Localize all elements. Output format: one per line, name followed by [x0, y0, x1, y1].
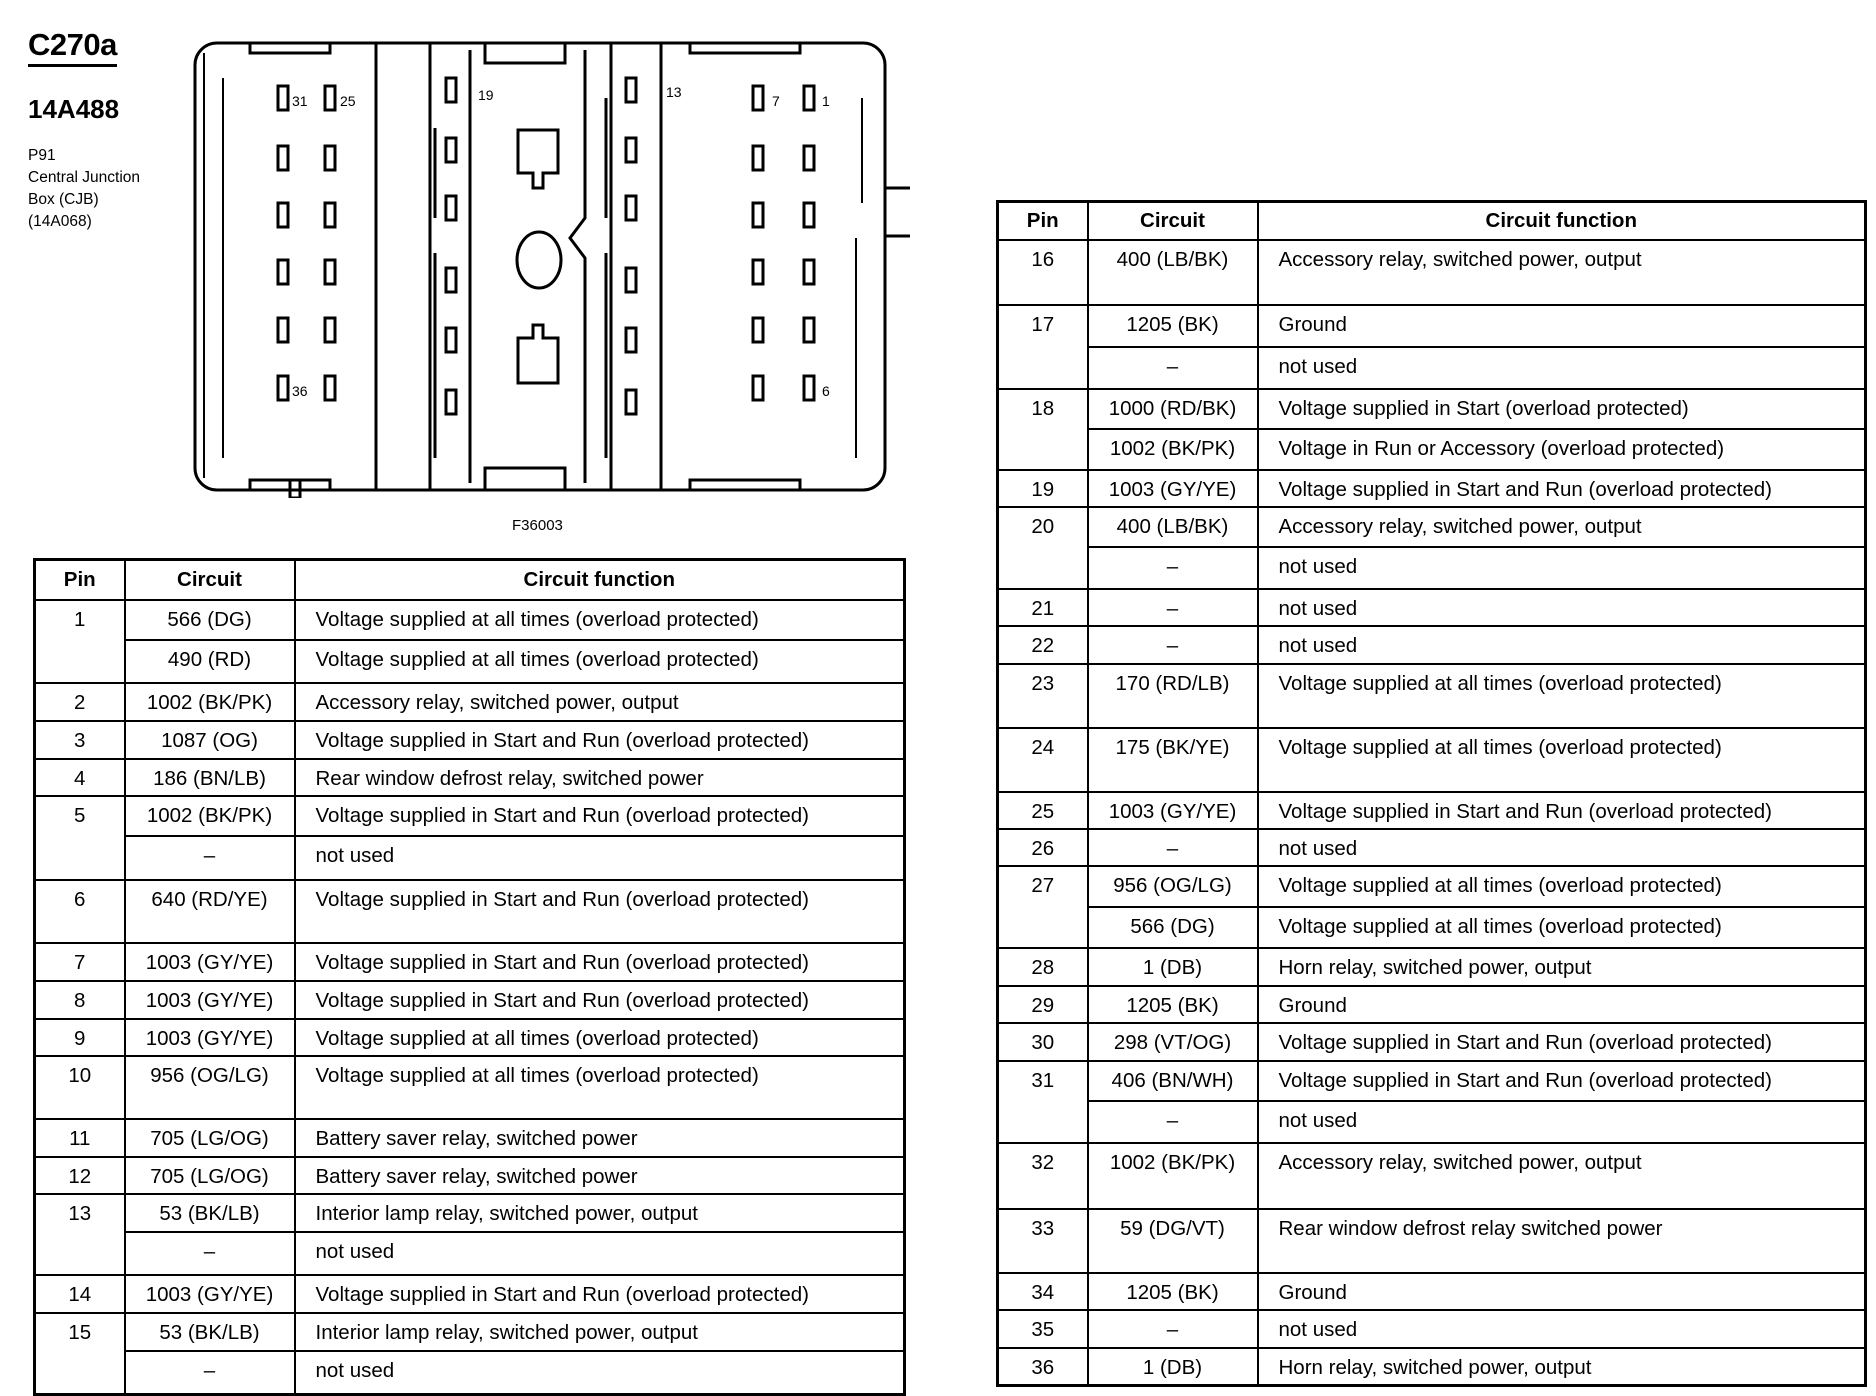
circuit-cell: 53 (BK/LB) [125, 1313, 295, 1351]
function-cell: Ground [1258, 1273, 1866, 1310]
header-function: Circuit function [295, 560, 905, 600]
pin-cell: 21 [998, 589, 1088, 626]
location-line: P91 [28, 147, 56, 164]
function-cell: Voltage supplied at all times (overload protected) [295, 640, 905, 683]
table-row [998, 1209, 1866, 1273]
terminal-cavities [278, 78, 814, 414]
part-number: 14A488 [28, 94, 120, 124]
circuit-cell: – [1088, 829, 1258, 866]
circuit-cell: – [1088, 1310, 1258, 1348]
table-row [35, 943, 905, 981]
table-row [35, 1056, 905, 1119]
table-row [998, 1101, 1866, 1143]
pin-cell: 29 [998, 986, 1088, 1023]
function-cell: not used [1258, 347, 1866, 389]
function-cell: Accessory relay, switched power, output [1258, 507, 1866, 547]
table-row [998, 728, 1866, 792]
table-header-row [35, 560, 905, 600]
pin-cell: 34 [998, 1273, 1088, 1310]
header-function: Circuit function [1258, 202, 1866, 240]
key-square-top [518, 130, 558, 188]
pin-cell: 28 [998, 948, 1088, 986]
function-cell: not used [1258, 589, 1866, 626]
circuit-cell: – [1088, 347, 1258, 389]
header-circuit: Circuit [1088, 202, 1258, 240]
pin-cell: 16 [998, 240, 1088, 305]
table-row [35, 836, 905, 880]
header-pin: Pin [998, 202, 1088, 240]
pin-cell: 12 [35, 1157, 125, 1194]
circuit-cell: 705 (LG/OG) [125, 1119, 295, 1157]
circuit-cell: 705 (LG/OG) [125, 1157, 295, 1194]
key-circle [517, 232, 561, 288]
table-row [35, 880, 905, 943]
function-cell: not used [1258, 1101, 1866, 1143]
pin-cell: 20 [998, 507, 1088, 547]
function-cell: Accessory relay, switched power, output [1258, 1143, 1866, 1209]
function-cell: not used [295, 836, 905, 880]
pin-cell [35, 640, 125, 683]
pin-cell: 13 [35, 1194, 125, 1232]
pin-cell [998, 1101, 1088, 1143]
table-row [35, 640, 905, 683]
table-row [998, 389, 1866, 429]
pin-cell: 30 [998, 1023, 1088, 1061]
function-cell: Voltage supplied at all times (overload protected) [1258, 728, 1866, 792]
circuit-cell: 640 (RD/YE) [125, 880, 295, 943]
function-cell: not used [295, 1351, 905, 1395]
table-row [35, 600, 905, 640]
function-cell: Voltage supplied in Start and Run (overload protected) [295, 721, 905, 759]
pin-cell [998, 907, 1088, 948]
circuit-cell: – [125, 1232, 295, 1275]
function-cell: Voltage supplied in Start and Run (overload protected) [295, 880, 905, 943]
table-row [998, 240, 1866, 305]
connector-id: C270a [28, 28, 117, 67]
function-cell: not used [295, 1232, 905, 1275]
circuit-cell: – [1088, 1101, 1258, 1143]
table-row [998, 1023, 1866, 1061]
pin-cell: 32 [998, 1143, 1088, 1209]
pin-label-36: 36 [292, 383, 308, 399]
table-row [998, 866, 1866, 907]
function-cell: Voltage supplied at all times (overload protected) [1258, 664, 1866, 728]
function-cell: Rear window defrost relay switched power [1258, 1209, 1866, 1273]
circuit-cell: 400 (LB/BK) [1088, 240, 1258, 305]
circuit-cell: 59 (DG/VT) [1088, 1209, 1258, 1273]
table-row [998, 507, 1866, 547]
circuit-cell: 1002 (BK/PK) [1088, 429, 1258, 470]
pin-cell: 6 [35, 880, 125, 943]
function-cell: Battery saver relay, switched power [295, 1157, 905, 1194]
pin-cell: 14 [35, 1275, 125, 1313]
table-row [998, 1348, 1866, 1386]
circuit-cell: – [1088, 589, 1258, 626]
table-row [35, 1019, 905, 1056]
circuit-cell: 1205 (BK) [1088, 305, 1258, 347]
table-row [35, 1275, 905, 1313]
circuit-cell: 1003 (GY/YE) [1088, 792, 1258, 829]
function-cell: Voltage supplied in Start and Run (overload protected) [1258, 1023, 1866, 1061]
pin-cell: 18 [998, 389, 1088, 429]
table-row [35, 981, 905, 1019]
function-cell: Voltage supplied at all times (overload protected) [295, 1056, 905, 1119]
pin-cell: 17 [998, 305, 1088, 347]
pin-cell: 36 [998, 1348, 1088, 1386]
table-row [35, 759, 905, 796]
circuit-cell: 1205 (BK) [1088, 986, 1258, 1023]
pin-cell: 3 [35, 721, 125, 759]
connector-face-diagram [190, 38, 910, 498]
circuit-cell: 1003 (GY/YE) [125, 1275, 295, 1313]
pin-label-6: 6 [822, 383, 830, 399]
function-cell: Voltage supplied at all times (overload protected) [295, 1019, 905, 1056]
function-cell: Interior lamp relay, switched power, output [295, 1194, 905, 1232]
circuit-cell: 956 (OG/LG) [125, 1056, 295, 1119]
table-row [35, 1351, 905, 1395]
function-cell: Accessory relay, switched power, output [295, 683, 905, 721]
table-row [35, 683, 905, 721]
table-row [998, 1273, 1866, 1310]
key-square-bottom [518, 325, 558, 383]
table-row [35, 1119, 905, 1157]
pin-label-7: 7 [772, 93, 780, 109]
table-row [998, 829, 1866, 866]
circuit-cell: 406 (BN/WH) [1088, 1061, 1258, 1101]
function-cell: Voltage supplied in Start and Run (overload protected) [295, 1275, 905, 1313]
function-cell: Voltage supplied in Start and Run (overload protected) [1258, 1061, 1866, 1101]
pin-cell: 9 [35, 1019, 125, 1056]
table-header-row [998, 202, 1866, 240]
pin-cell: 23 [998, 664, 1088, 728]
table-row [35, 721, 905, 759]
table-row [35, 1232, 905, 1275]
circuit-cell: 956 (OG/LG) [1088, 866, 1258, 907]
circuit-cell: 1 (DB) [1088, 1348, 1258, 1386]
function-cell: Accessory relay, switched power, output [1258, 240, 1866, 305]
pin-cell: 8 [35, 981, 125, 1019]
table-row [998, 1143, 1866, 1209]
pin-cell: 15 [35, 1313, 125, 1351]
table-row [35, 1313, 905, 1351]
header-circuit: Circuit [125, 560, 295, 600]
table-row [998, 907, 1866, 948]
table-row [998, 792, 1866, 829]
table-row [998, 1310, 1866, 1348]
pin-cell [998, 347, 1088, 389]
circuit-cell: 1 (DB) [1088, 948, 1258, 986]
pin-cell: 10 [35, 1056, 125, 1119]
housing-outline [195, 43, 885, 490]
pin-cell [35, 1232, 125, 1275]
function-cell: Voltage supplied in Start and Run (overload protected) [1258, 792, 1866, 829]
circuit-cell: 566 (DG) [125, 600, 295, 640]
table-row [998, 305, 1866, 347]
function-cell: Battery saver relay, switched power [295, 1119, 905, 1157]
pin-cell: 19 [998, 470, 1088, 507]
connector-location [28, 145, 178, 233]
table-row [35, 1157, 905, 1194]
circuit-cell: 566 (DG) [1088, 907, 1258, 948]
function-cell: Ground [1258, 305, 1866, 347]
function-cell: Voltage supplied in Start (overload protected) [1258, 389, 1866, 429]
pin-cell [998, 547, 1088, 589]
circuit-cell: 1003 (GY/YE) [125, 1019, 295, 1056]
pin-cell: 1 [35, 600, 125, 640]
circuit-cell: 1002 (BK/PK) [1088, 1143, 1258, 1209]
pin-cell: 33 [998, 1209, 1088, 1273]
circuit-cell: 1205 (BK) [1088, 1273, 1258, 1310]
table-row [998, 547, 1866, 589]
circuit-cell: 175 (BK/YE) [1088, 728, 1258, 792]
function-cell: Voltage supplied at all times (overload protected) [1258, 907, 1866, 948]
table-row [35, 1194, 905, 1232]
pin-cell: 31 [998, 1061, 1088, 1101]
location-line: Central Junction [28, 169, 141, 186]
table-row [998, 429, 1866, 470]
pin-cell: 24 [998, 728, 1088, 792]
table-row [998, 1061, 1866, 1101]
pin-cell: 25 [998, 792, 1088, 829]
pin-label-1: 1 [822, 93, 830, 109]
circuit-cell: 490 (RD) [125, 640, 295, 683]
header-pin: Pin [35, 560, 125, 600]
function-cell: Horn relay, switched power, output [1258, 948, 1866, 986]
table-row [998, 347, 1866, 389]
pin-table-left [33, 558, 906, 1396]
circuit-cell: 1002 (BK/PK) [125, 683, 295, 721]
function-cell: not used [1258, 547, 1866, 589]
function-cell: Interior lamp relay, switched power, output [295, 1313, 905, 1351]
function-cell: not used [1258, 829, 1866, 866]
pin-cell: 35 [998, 1310, 1088, 1348]
function-cell: Rear window defrost relay, switched power [295, 759, 905, 796]
pin-label-25: 25 [340, 93, 356, 109]
function-cell: Voltage supplied in Start and Run (overload protected) [295, 796, 905, 836]
function-cell: Voltage supplied at all times (overload protected) [295, 600, 905, 640]
pin-cell: 5 [35, 796, 125, 836]
circuit-cell: 1087 (OG) [125, 721, 295, 759]
pin-cell [35, 836, 125, 880]
pin-cell: 7 [35, 943, 125, 981]
circuit-cell: 298 (VT/OG) [1088, 1023, 1258, 1061]
location-line: Box (CJB) [28, 191, 99, 208]
pin-cell: 4 [35, 759, 125, 796]
pin-cell: 22 [998, 626, 1088, 664]
function-cell: Voltage supplied at all times (overload protected) [1258, 866, 1866, 907]
table-row [998, 948, 1866, 986]
table-row [998, 664, 1866, 728]
table-row [35, 796, 905, 836]
pin-label-13: 13 [666, 84, 682, 100]
circuit-cell: 1003 (GY/YE) [125, 943, 295, 981]
pin-cell: 2 [35, 683, 125, 721]
pin-table-right [996, 200, 1867, 1387]
function-cell: Voltage supplied in Start and Run (overload protected) [295, 943, 905, 981]
circuit-cell: 1003 (GY/YE) [125, 981, 295, 1019]
function-cell: Voltage in Run or Accessory (overload protected) [1258, 429, 1866, 470]
function-cell: not used [1258, 1310, 1866, 1348]
pin-cell [998, 429, 1088, 470]
pin-label-31: 31 [292, 93, 308, 109]
circuit-cell: – [125, 836, 295, 880]
circuit-cell: 400 (LB/BK) [1088, 507, 1258, 547]
function-cell: Voltage supplied in Start and Run (overload protected) [1258, 470, 1866, 507]
function-cell: Ground [1258, 986, 1866, 1023]
circuit-cell: 1002 (BK/PK) [125, 796, 295, 836]
pin-cell: 27 [998, 866, 1088, 907]
function-cell: not used [1258, 626, 1866, 664]
circuit-cell: 53 (BK/LB) [125, 1194, 295, 1232]
circuit-cell: – [1088, 626, 1258, 664]
figure-code: F36003 [512, 517, 563, 534]
circuit-cell: 1003 (GY/YE) [1088, 470, 1258, 507]
table-row [998, 470, 1866, 507]
location-line: (14A068) [28, 213, 92, 230]
pin-label-19: 19 [478, 87, 494, 103]
pin-cell: 11 [35, 1119, 125, 1157]
circuit-cell: – [1088, 547, 1258, 589]
pin-cell: 26 [998, 829, 1088, 866]
table-row [998, 626, 1866, 664]
table-row [998, 986, 1866, 1023]
circuit-cell: 1000 (RD/BK) [1088, 389, 1258, 429]
latch-tab [885, 188, 910, 236]
pin-cell [35, 1351, 125, 1395]
circuit-cell: – [125, 1351, 295, 1395]
function-cell: Voltage supplied in Start and Run (overload protected) [295, 981, 905, 1019]
table-row [998, 589, 1866, 626]
circuit-cell: 186 (BN/LB) [125, 759, 295, 796]
function-cell: Horn relay, switched power, output [1258, 1348, 1866, 1386]
circuit-cell: 170 (RD/LB) [1088, 664, 1258, 728]
